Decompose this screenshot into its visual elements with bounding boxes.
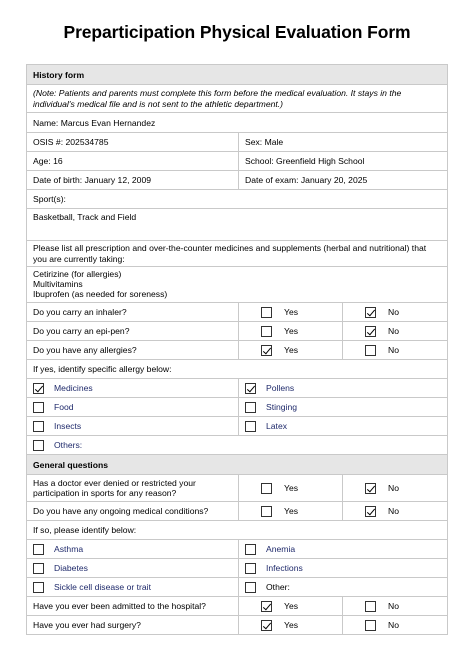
medication-item: Ibuprofen (as needed for soreness) [33, 289, 168, 299]
sickle-cell-checkbox[interactable] [33, 582, 44, 593]
others-allergy-label: Others: [54, 440, 83, 450]
surgery-yes-checkbox[interactable] [261, 620, 272, 631]
question-epipen: Do you carry an epi-pen? [27, 322, 239, 341]
sex-field[interactable]: Sex: Male [239, 133, 448, 152]
no-label: No [388, 307, 399, 317]
conditions-yes-checkbox[interactable] [261, 506, 272, 517]
surgery-no-checkbox[interactable] [365, 620, 376, 631]
question-allergies: Do you have any allergies? [27, 341, 239, 360]
infections-checkbox[interactable] [245, 563, 256, 574]
school-field[interactable]: School: Greenfield High School [239, 152, 448, 171]
yes-label: Yes [284, 345, 299, 355]
allergy-prompt: If yes, identify specific allergy below: [27, 360, 448, 379]
no-label: No [388, 326, 399, 336]
infections-label: Infections [266, 563, 303, 573]
restricted-no-checkbox[interactable] [365, 483, 376, 494]
inhaler-no-checkbox[interactable] [365, 307, 376, 318]
evaluation-form [26, 64, 448, 635]
question-hospital: Have you ever been admitted to the hospital? [27, 597, 239, 616]
sports-label: Sport(s): [27, 190, 448, 209]
medication-item: Cetirizine (for allergies) [33, 269, 122, 279]
yes-label: Yes [284, 506, 299, 516]
no-label: No [388, 506, 399, 516]
conditions-prompt: If so, please identify below: [27, 521, 448, 540]
anemia-label: Anemia [266, 544, 296, 554]
stinging-label: Stinging [266, 402, 298, 412]
latex-checkbox[interactable] [245, 421, 256, 432]
allergies-yes-checkbox[interactable] [261, 345, 272, 356]
name-field[interactable]: Name: Marcus Evan Hernandez [27, 113, 448, 133]
question-conditions: Do you have any ongoing medical conditions? [27, 502, 239, 521]
question-inhaler: Do you carry an inhaler? [27, 303, 239, 322]
anemia-checkbox[interactable] [245, 544, 256, 555]
others-allergy-checkbox[interactable] [33, 440, 44, 451]
yes-label: Yes [284, 483, 299, 493]
pollens-label: Pollens [266, 383, 295, 393]
no-label: No [388, 601, 399, 611]
stinging-checkbox[interactable] [245, 402, 256, 413]
sickle-cell-label: Sickle cell disease or trait [54, 582, 151, 592]
medication-item: Multivitamins [33, 279, 83, 289]
diabetes-checkbox[interactable] [33, 563, 44, 574]
hospital-no-checkbox[interactable] [365, 601, 376, 612]
pollens-checkbox[interactable] [245, 383, 256, 394]
insects-label: Insects [54, 421, 82, 431]
medicines-label: Medicines [54, 383, 93, 393]
hospital-yes-checkbox[interactable] [261, 601, 272, 612]
food-checkbox[interactable] [33, 402, 44, 413]
yes-label: Yes [284, 620, 299, 630]
allergies-no-checkbox[interactable] [365, 345, 376, 356]
no-label: No [388, 345, 399, 355]
no-label: No [388, 483, 399, 493]
general-section-header: General questions [27, 455, 448, 475]
yes-label: Yes [284, 307, 299, 317]
history-note: (Note: Patients and parents must complete this form before the medical evaluation. It stays in the individual's medical file and is not sent to the athletic department.) [27, 85, 448, 113]
other-condition-label: Other: [266, 582, 290, 592]
history-section-header: History form [27, 65, 448, 85]
no-label: No [388, 620, 399, 630]
insects-checkbox[interactable] [33, 421, 44, 432]
restricted-yes-checkbox[interactable] [261, 483, 272, 494]
form-title: Preparticipation Physical Evaluation Form [63, 22, 411, 42]
epipen-yes-checkbox[interactable] [261, 326, 272, 337]
medications-field[interactable] [27, 267, 448, 303]
medicines-checkbox[interactable] [33, 383, 44, 394]
inhaler-yes-checkbox[interactable] [261, 307, 272, 318]
yes-label: Yes [284, 326, 299, 336]
latex-label: Latex [266, 421, 288, 431]
question-restricted: Has a doctor ever denied or restricted your participation in sports for any reason? [27, 475, 239, 502]
diabetes-label: Diabetes [54, 563, 88, 573]
sports-field[interactable]: Basketball, Track and Field [27, 209, 448, 241]
question-surgery: Have you ever had surgery? [27, 616, 239, 635]
yes-label: Yes [284, 601, 299, 611]
age-field[interactable]: Age: 16 [27, 152, 239, 171]
asthma-checkbox[interactable] [33, 544, 44, 555]
epipen-no-checkbox[interactable] [365, 326, 376, 337]
medications-prompt: Please list all prescription and over-the-counter medicines and supplements (herbal and nutritional) that you are currently taking: [27, 241, 448, 267]
exam-date-field[interactable]: Date of exam: January 20, 2025 [239, 171, 448, 190]
food-label: Food [54, 402, 74, 412]
conditions-no-checkbox[interactable] [365, 506, 376, 517]
asthma-label: Asthma [54, 544, 84, 554]
osis-field[interactable]: OSIS #: 202534785 [27, 133, 239, 152]
other-condition-checkbox[interactable] [245, 582, 256, 593]
dob-field[interactable]: Date of birth: January 12, 2009 [27, 171, 239, 190]
